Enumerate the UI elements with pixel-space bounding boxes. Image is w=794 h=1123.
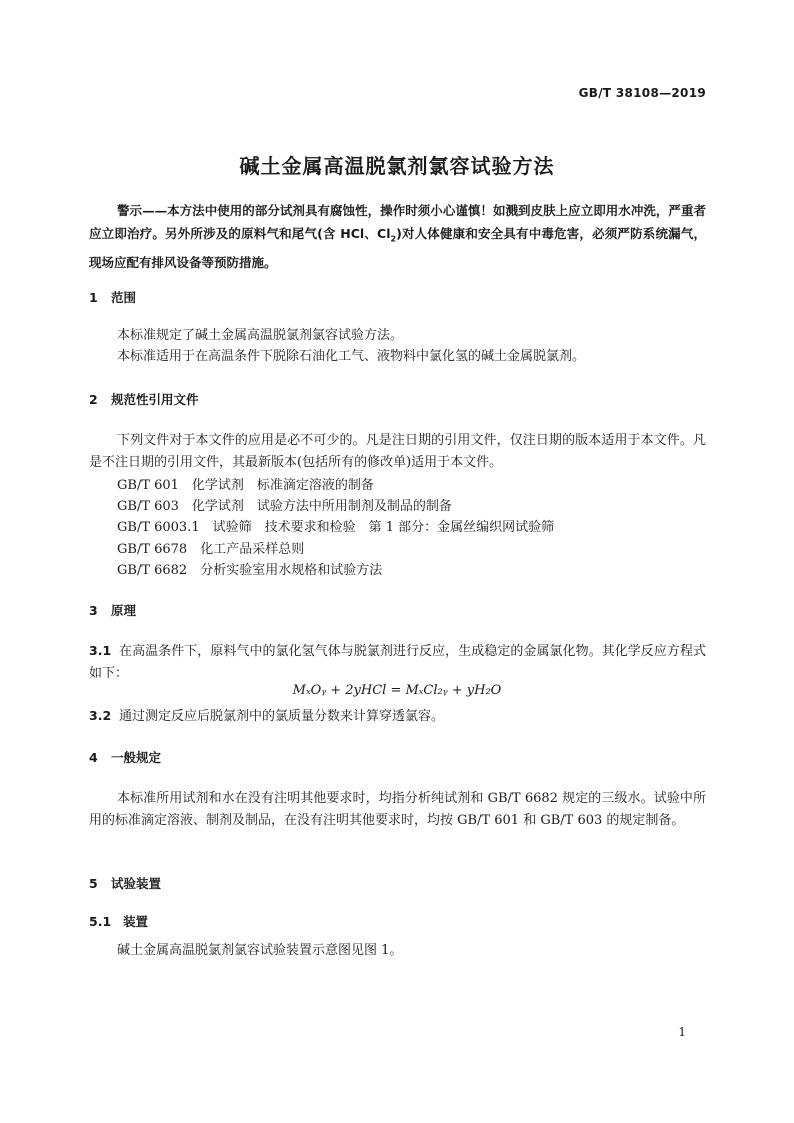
section-5-paragraph: 碱土金属高温脱氯剂氯容试验装置示意图见图 1。 (117, 943, 403, 958)
section-1-heading (89, 288, 136, 306)
section-title: 规范性引用文件 (111, 392, 199, 407)
reference-item: GB/T 6682 分析实验室用水规格和试验方法 (117, 563, 383, 578)
clause-number: 3.1 (89, 643, 112, 658)
page-number: 1 (678, 1025, 686, 1039)
clause-3-1 (89, 640, 706, 684)
clause-text: 在高温条件下，原料气中的氯化氢气体与脱氯剂进行反应，生成稳定的金属氯化物。其化学反应方程式如下： (89, 644, 706, 681)
reference-item: GB/T 6003.1 试验筛 技术要求和检验 第 1 部分：金属丝编织网试验筛 (117, 520, 555, 535)
section-3-heading (89, 601, 136, 619)
section-4-paragraph: 本标准所用试剂和水在没有注明其他要求时，均指分析纯试剂和 GB/T 6682 规定的三级水。试验中所用的标准滴定溶液、制剂及制品，在没有注明其他要求时，均按 GB/T 601 和 GB/T 603 的规定制备。 (89, 791, 706, 828)
section-number: 4 (89, 750, 98, 765)
reference-item: GB/T 6678 化工产品采样总则 (117, 542, 305, 557)
clause-3-2 (89, 705, 706, 728)
standard-code: GB/T 38108—2019 (578, 86, 706, 100)
clause-number: 5.1 (89, 914, 112, 929)
chemical-equation: MₓOᵧ + 2yHCl = MₓCl₂ᵧ + yH₂O (292, 683, 502, 698)
section-number: 2 (89, 392, 98, 407)
section-title: 范围 (111, 290, 137, 305)
document-title: 碱土金属高温脱氯剂氯容试验方法 (239, 154, 555, 178)
section-title: 原理 (111, 603, 137, 618)
section-number: 1 (89, 290, 98, 305)
warning-text-part2: )对人体健康和安全具有中毒危害，必须严防系统漏气，现场应配有排风设备等预防措施。 (89, 226, 706, 270)
clause-number: 3.2 (89, 708, 112, 723)
section-1-paragraph-2: 本标准适用于在高温条件下脱除石油化工气、液物料中氯化氢的碱土金属脱氯剂。 (117, 349, 586, 364)
section-1-paragraph-1: 本标准规定了碱土金属高温脱氯剂氯容试验方法。 (117, 328, 404, 343)
warning-notice (89, 199, 706, 274)
warning-subscript: 2 (390, 234, 397, 244)
section-4-heading (89, 748, 161, 766)
section-2-intro: 下列文件对于本文件的应用是必不可少的。凡是注日期的引用文件，仅注日期的版本适用于本文件。凡是不注日期的引用文件，其最新版本(包括所有的修改单)适用于本文件。 (89, 433, 706, 470)
section-number: 3 (89, 603, 98, 618)
section-title: 一般规定 (111, 750, 162, 765)
clause-5-1-heading (89, 912, 148, 930)
section-number: 5 (89, 876, 98, 891)
warning-text-part1: 警示——本方法中使用的部分试剂具有腐蚀性，操作时须小心谨慎！如溅到皮肤上应立即用水冲洗，严重者应立即治疗。另外所涉及的原料气和尾气(含 HCl、Cl (89, 203, 706, 241)
reference-item: GB/T 601 化学试剂 标准滴定溶液的制备 (117, 478, 374, 493)
reference-item: GB/T 603 化学试剂 试验方法中所用制剂及制品的制备 (117, 499, 452, 514)
section-2-heading (89, 390, 199, 408)
section-title: 试验装置 (111, 876, 162, 891)
section-5-heading (89, 874, 161, 892)
clause-title: 装置 (123, 914, 149, 929)
clause-text: 通过测定反应后脱氯剂中的氯质量分数来计算穿透氯容。 (119, 709, 445, 724)
